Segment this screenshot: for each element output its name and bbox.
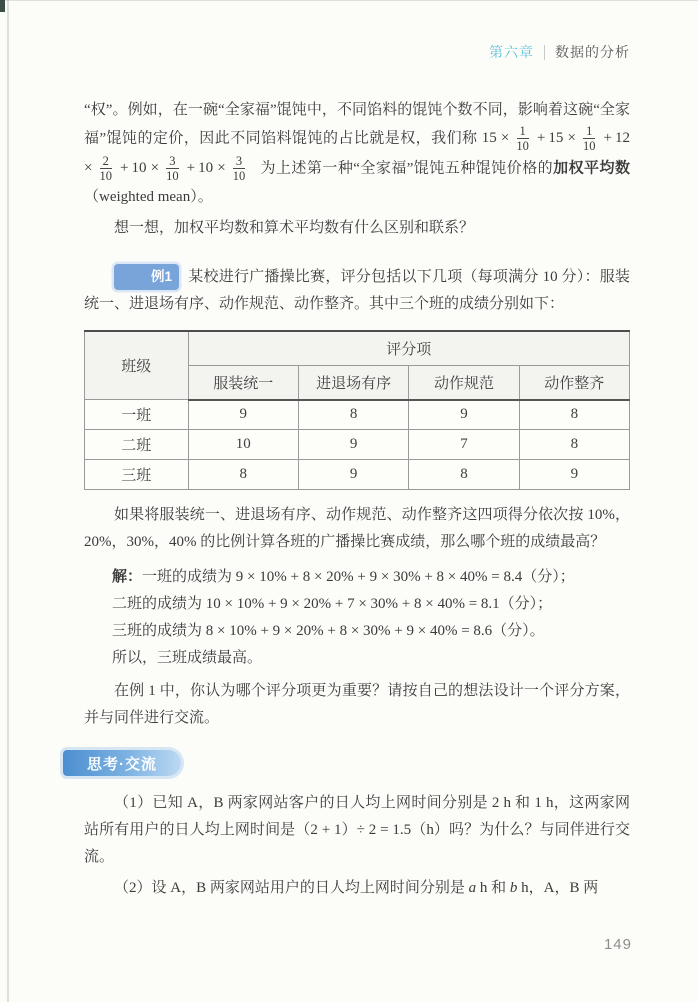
page-number: 149 bbox=[603, 936, 632, 953]
class3-score-math: 8 × 10% + 9 × 20% + 8 × 30% + 9 × 40% = 8.6 bbox=[205, 623, 493, 639]
fraction: $\frac{1}{10}$ bbox=[516, 124, 529, 154]
intro-text-tail: （weighted mean）。 bbox=[84, 188, 213, 205]
table-subheader: 进退场有序 bbox=[298, 365, 408, 400]
table-header-class: 班级 bbox=[85, 331, 189, 400]
table-subheader: 动作整齐 bbox=[519, 365, 629, 400]
chapter-title: 数据的分析 bbox=[555, 44, 630, 60]
solution-block bbox=[112, 564, 630, 672]
scores-table bbox=[84, 330, 630, 491]
think-question: 想一想，加权平均数和算术平均数有什么区别和联系？ bbox=[114, 219, 475, 236]
table-header-group: 评分项 bbox=[188, 331, 629, 366]
formula-term: 12 × $\frac{2}{10}$ + bbox=[84, 130, 630, 184]
formula-term: 10 × $\frac{3}{10}$ bbox=[198, 160, 256, 176]
example1-badge: 例1 bbox=[114, 264, 179, 290]
formula-term: 15 × $\frac{1}{10}$ + bbox=[481, 124, 546, 154]
table-cell: 9 bbox=[298, 430, 408, 460]
table-cell: 9 bbox=[298, 460, 408, 490]
chapter-label: 第六章 bbox=[489, 44, 534, 60]
weighted-mean-term: 加权平均数 bbox=[553, 160, 630, 177]
scan-edge-left bbox=[7, 0, 9, 1002]
formula-term: 10 × $\frac{3}{10}$ + bbox=[131, 153, 196, 184]
question-paragraph: 如果将服装统一、进退场有序、动作规范、动作整齐这四项得分依次按 10%，20%，30%，40% 的比例计算各班的广播操比赛成绩，那么哪个班的成绩最高？ bbox=[84, 507, 630, 550]
table-cell: 9 bbox=[188, 400, 298, 430]
solution-line: 二班的成绩为 10 × 10% + 9 × 20% + 7 × 30% + 8 × 40% = 8.1（分）； bbox=[112, 596, 553, 612]
table-cell: 8 bbox=[409, 460, 519, 490]
example1-text: 某校进行广播操比赛，评分包括以下几项（每项满分 10 分）：服装统一、进退场有序、动作规范、动作整齐。其中三个班的成绩分别如下： bbox=[84, 268, 630, 312]
table-cell: 8 bbox=[298, 400, 408, 430]
intro-paragraph bbox=[84, 97, 630, 211]
table-row bbox=[85, 400, 630, 430]
table-subheader: 服装统一 bbox=[188, 365, 298, 400]
table-cell: 7 bbox=[409, 430, 519, 460]
class2-score-math: 10 × 10% + 9 × 20% + 7 × 30% + 8 × 40% = 8.1 bbox=[205, 596, 500, 612]
row-label: 二班 bbox=[85, 430, 189, 460]
think-exchange-banner: 思考·交流 bbox=[63, 750, 181, 776]
table-cell: 8 bbox=[519, 430, 629, 460]
intro-text-before: “权”。例如，在一碗“全家福”馄饨中，不同馅料的馄饨个数不同，影响着这碗“全家福”馄饨的定价，因此不同馅料馄饨的占比就是权，我们称 bbox=[84, 102, 630, 147]
scan-corner-mark bbox=[0, 0, 5, 12]
table-cell: 10 bbox=[188, 430, 298, 460]
page-content bbox=[84, 97, 630, 902]
header-divider bbox=[544, 45, 545, 60]
solution-label: 解： bbox=[112, 569, 143, 585]
item2-paragraph: （2）设 A，B 两家网站用户的日人均上网时间分别是 a h 和 b h，A，B 两 bbox=[114, 880, 599, 896]
row-label: 三班 bbox=[85, 460, 189, 490]
fraction: $\frac{2}{10}$ bbox=[99, 153, 112, 184]
class1-score-math: 9 × 10% + 8 × 20% + 9 × 30% + 8 × 40% = 8.4 bbox=[235, 569, 523, 585]
table-row bbox=[85, 460, 630, 490]
fraction: $\frac{3}{10}$ bbox=[232, 153, 246, 184]
followup-paragraph: 在例 1 中，你认为哪个评分项更为重要？请按自己的想法设计一个评分方案，并与同伴进行交流。 bbox=[84, 683, 630, 726]
table-cell: 9 bbox=[519, 460, 629, 490]
page-header bbox=[489, 42, 630, 62]
intro-text-after: 为上述第一种“全家福”馄饨五种馄饨价格的 bbox=[256, 160, 554, 177]
variable-a: a bbox=[468, 880, 477, 896]
example1-paragraph bbox=[84, 264, 630, 318]
formula-term: 15 × $\frac{1}{10}$ + bbox=[548, 124, 612, 154]
fraction: $\frac{3}{10}$ bbox=[166, 153, 179, 184]
table-header-row bbox=[85, 331, 630, 366]
table-cell: 8 bbox=[188, 460, 298, 490]
table-cell: 9 bbox=[409, 400, 519, 430]
table-subheader: 动作规范 bbox=[409, 365, 519, 400]
solution-line: 三班的成绩为 8 × 10% + 9 × 20% + 8 × 30% + 9 × 40% = 8.6（分）。 bbox=[112, 623, 545, 639]
table-row bbox=[85, 430, 630, 460]
table-cell: 8 bbox=[519, 400, 629, 430]
row-label: 一班 bbox=[85, 400, 189, 430]
solution-line: 解：一班的成绩为 9 × 10% + 8 × 20% + 9 × 30% + 8 × 40% = 8.4（分）； bbox=[112, 569, 575, 585]
scan-edge-top bbox=[0, 0, 698, 1]
fraction: $\frac{1}{10}$ bbox=[583, 124, 596, 154]
item1-paragraph: （1）已知 A，B 两家网站客户的日人均上网时间分别是 2 h 和 1 h，这两家网站所有用户的日人均上网时间是（2 + 1）÷ 2 = 1.5（h）吗？为什么？与同伴进行交流。 bbox=[84, 795, 630, 865]
solution-conclusion: 所以，三班成绩最高。 bbox=[112, 650, 263, 666]
variable-b: b bbox=[509, 880, 518, 896]
